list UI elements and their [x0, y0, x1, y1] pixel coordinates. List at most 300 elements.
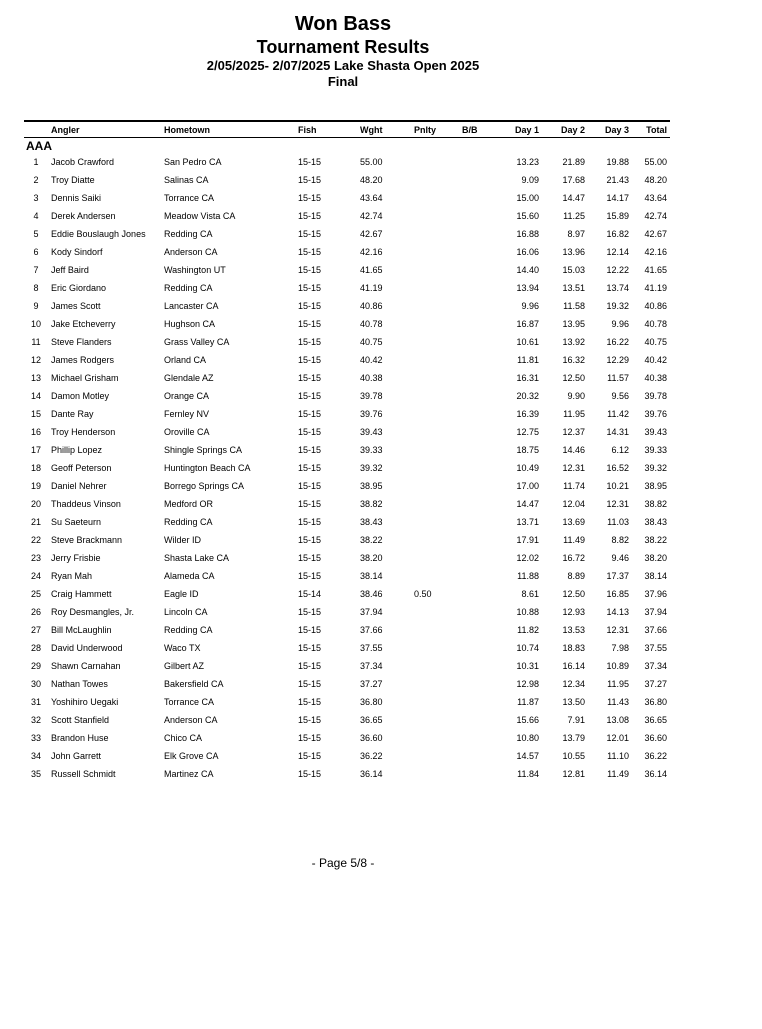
day1-cell: 12.98 [516, 679, 539, 689]
weight-cell: 37.27 [360, 679, 383, 689]
day2-cell: 13.53 [562, 625, 585, 635]
day3-cell: 11.43 [607, 697, 629, 707]
table-row [24, 568, 670, 586]
col-wght-header: Wght [357, 121, 411, 138]
day2-cell: 16.32 [562, 355, 585, 365]
day1-cell: 10.74 [516, 643, 539, 653]
total-cell: 38.95 [644, 481, 667, 491]
day3-cell: 9.96 [611, 319, 629, 329]
total-cell: 38.22 [644, 535, 667, 545]
place-cell: 13 [30, 373, 41, 383]
day1-cell: 16.39 [516, 409, 539, 419]
angler-cell: Eddie Bouslaugh Jones [51, 229, 146, 239]
fish-cell: 15-15 [298, 157, 322, 167]
day2-cell: 13.92 [562, 337, 585, 347]
day2-cell: 18.83 [562, 643, 585, 653]
place-cell: 5 [33, 229, 39, 239]
penalty-cell [411, 496, 459, 514]
day1-cell: 12.02 [516, 553, 539, 563]
day3-cell: 11.03 [607, 517, 629, 527]
table-row [24, 748, 670, 766]
event-name: 2/05/2025- 2/07/2025 Lake Shasta Open 2025 [206, 58, 480, 73]
total-cell: 55.00 [644, 157, 667, 167]
col-total-header: Total [632, 121, 670, 138]
day2-cell: 12.81 [562, 769, 585, 779]
table-header-row [24, 121, 670, 138]
day3-cell: 12.14 [606, 247, 629, 257]
weight-cell: 38.22 [360, 535, 383, 545]
place-cell: 19 [30, 481, 41, 491]
day2-cell: 14.47 [562, 193, 585, 203]
hometown-cell: Lancaster CA [164, 301, 219, 311]
place-cell: 34 [30, 751, 41, 761]
big-bass-cell [459, 478, 499, 496]
day1-cell: 15.60 [516, 211, 539, 221]
col-hometown-header: Hometown [161, 121, 295, 138]
total-cell: 48.20 [644, 175, 667, 185]
report-header [0, 12, 686, 90]
day3-cell: 12.29 [606, 355, 629, 365]
place-cell: 25 [30, 589, 41, 599]
penalty-cell [411, 532, 459, 550]
big-bass-cell [459, 568, 499, 586]
hometown-cell: Anderson CA [164, 247, 218, 257]
place-cell: 24 [30, 571, 41, 581]
day3-cell: 11.57 [607, 373, 629, 383]
weight-cell: 36.22 [360, 751, 383, 761]
report-title: Won Bass [294, 13, 392, 35]
day1-cell: 15.00 [516, 193, 539, 203]
day2-cell: 15.03 [562, 265, 585, 275]
day3-cell: 12.22 [606, 265, 629, 275]
big-bass-cell [459, 514, 499, 532]
day3-cell: 16.82 [606, 229, 629, 239]
day2-cell: 12.93 [562, 607, 585, 617]
fish-cell: 15-15 [298, 337, 322, 347]
day1-cell: 11.84 [517, 769, 539, 779]
hometown-cell: Orland CA [164, 355, 207, 365]
fish-cell: 15-15 [298, 769, 322, 779]
day3-cell: 21.43 [606, 175, 629, 185]
day2-cell: 16.14 [562, 661, 585, 671]
weight-cell: 38.95 [360, 481, 383, 491]
weight-cell: 39.33 [360, 445, 383, 455]
angler-cell: Bill McLaughlin [51, 625, 112, 635]
angler-cell: Ryan Mah [51, 571, 93, 581]
total-cell: 36.80 [644, 697, 667, 707]
division-row [24, 138, 670, 155]
weight-cell: 40.38 [360, 373, 383, 383]
day3-cell: 12.31 [606, 499, 629, 509]
total-cell: 37.94 [644, 607, 667, 617]
table-row [24, 712, 670, 730]
fish-cell: 15-15 [298, 535, 322, 545]
place-cell: 17 [30, 445, 41, 455]
hometown-cell: Glendale AZ [164, 373, 214, 383]
total-cell: 39.76 [644, 409, 667, 419]
hometown-cell: Alameda CA [164, 571, 215, 581]
total-cell: 38.14 [644, 571, 667, 581]
day2-cell: 13.79 [562, 733, 585, 743]
big-bass-cell [459, 604, 499, 622]
day1-cell: 13.71 [516, 517, 539, 527]
big-bass-cell [459, 208, 499, 226]
day3-cell: 13.08 [606, 715, 629, 725]
hometown-cell: Fernley NV [164, 409, 210, 419]
fish-cell: 15-15 [298, 175, 322, 185]
angler-cell: Troy Diatte [51, 175, 95, 185]
angler-cell: Derek Andersen [51, 211, 116, 221]
big-bass-cell [459, 154, 499, 172]
day3-cell: 14.13 [606, 607, 629, 617]
table-row [24, 514, 670, 532]
angler-cell: Troy Henderson [51, 427, 116, 437]
big-bass-cell [459, 586, 499, 604]
weight-cell: 40.86 [360, 301, 383, 311]
weight-cell: 36.80 [360, 697, 383, 707]
big-bass-cell [459, 280, 499, 298]
angler-cell: Thaddeus Vinson [51, 499, 121, 509]
day3-cell: 16.85 [606, 589, 629, 599]
hometown-cell: Anderson CA [164, 715, 218, 725]
table-row [24, 406, 670, 424]
place-cell: 1 [33, 157, 39, 167]
weight-cell: 41.19 [360, 283, 383, 293]
total-cell: 39.78 [644, 391, 667, 401]
penalty-cell [411, 172, 459, 190]
hometown-cell: Huntington Beach CA [164, 463, 251, 473]
day2-cell: 13.51 [562, 283, 585, 293]
fish-cell: 15-15 [298, 571, 322, 581]
day3-cell: 19.88 [606, 157, 629, 167]
day1-cell: 10.61 [516, 337, 539, 347]
day3-cell: 11.49 [607, 769, 629, 779]
big-bass-cell [459, 676, 499, 694]
fish-cell: 15-15 [298, 265, 322, 275]
weight-cell: 39.43 [360, 427, 383, 437]
table-row [24, 496, 670, 514]
day1-cell: 16.31 [516, 373, 539, 383]
place-cell: 28 [30, 643, 41, 653]
col-pnlty-header: Pnlty [411, 121, 459, 138]
total-cell: 36.14 [644, 769, 667, 779]
penalty-cell [411, 334, 459, 352]
day3-cell: 17.37 [606, 571, 629, 581]
day3-cell: 6.12 [611, 445, 629, 455]
total-cell: 39.32 [644, 463, 667, 473]
place-cell: 29 [30, 661, 41, 671]
weight-cell: 38.82 [360, 499, 383, 509]
weight-cell: 40.75 [360, 337, 383, 347]
angler-cell: Damon Motley [51, 391, 110, 401]
fish-cell: 15-15 [298, 211, 322, 221]
col-fish-header: Fish [295, 121, 357, 138]
day2-cell: 7.91 [567, 715, 585, 725]
day2-cell: 11.49 [563, 535, 585, 545]
big-bass-cell [459, 316, 499, 334]
penalty-cell [411, 316, 459, 334]
fish-cell: 15-15 [298, 355, 322, 365]
day1-cell: 17.91 [516, 535, 539, 545]
table-row [24, 730, 670, 748]
big-bass-cell [459, 442, 499, 460]
place-cell: 2 [33, 175, 39, 185]
weight-cell: 37.94 [360, 607, 383, 617]
big-bass-cell [459, 352, 499, 370]
hometown-cell: Bakersfield CA [164, 679, 224, 689]
day1-cell: 10.88 [516, 607, 539, 617]
big-bass-cell [459, 730, 499, 748]
day1-cell: 8.61 [521, 589, 539, 599]
hometown-cell: Redding CA [164, 229, 213, 239]
total-cell: 37.66 [644, 625, 667, 635]
day1-cell: 18.75 [516, 445, 539, 455]
day2-cell: 12.50 [562, 373, 585, 383]
place-cell: 4 [33, 211, 39, 221]
angler-cell: Roy Desmangles, Jr. [51, 607, 135, 617]
fish-cell: 15-15 [298, 301, 322, 311]
total-cell: 37.96 [644, 589, 667, 599]
day2-cell: 16.72 [562, 553, 585, 563]
report-subtitle: Tournament Results [256, 37, 430, 57]
table-row [24, 190, 670, 208]
penalty-cell [411, 298, 459, 316]
table-row [24, 208, 670, 226]
total-cell: 40.38 [644, 373, 667, 383]
day1-cell: 17.00 [516, 481, 539, 491]
hometown-cell: Redding CA [164, 517, 213, 527]
total-cell: 36.65 [644, 715, 667, 725]
place-cell: 12 [30, 355, 41, 365]
division-label: AAA [26, 139, 52, 153]
hometown-cell: San Pedro CA [164, 157, 222, 167]
big-bass-cell [459, 766, 499, 784]
place-cell: 22 [30, 535, 41, 545]
place-cell: 32 [30, 715, 41, 725]
big-bass-cell [459, 172, 499, 190]
big-bass-cell [459, 406, 499, 424]
fish-cell: 15-15 [298, 427, 322, 437]
penalty-cell [411, 460, 459, 478]
hometown-cell: Torrance CA [164, 697, 215, 707]
place-cell: 26 [30, 607, 41, 617]
table-row [24, 676, 670, 694]
angler-cell: Jeff Baird [51, 265, 89, 275]
day3-cell: 7.98 [611, 643, 629, 653]
table-row [24, 154, 670, 172]
hometown-cell: Orange CA [164, 391, 210, 401]
col-angler-header: Angler [48, 121, 161, 138]
place-cell: 31 [30, 697, 41, 707]
big-bass-cell [459, 694, 499, 712]
table-row [24, 658, 670, 676]
day3-cell: 13.74 [606, 283, 629, 293]
hometown-cell: Elk Grove CA [164, 751, 219, 761]
big-bass-cell [459, 748, 499, 766]
angler-cell: Brandon Huse [51, 733, 109, 743]
big-bass-cell [459, 370, 499, 388]
day1-cell: 11.87 [517, 697, 539, 707]
place-cell: 14 [30, 391, 41, 401]
weight-cell: 38.46 [360, 589, 383, 599]
fish-cell: 15-15 [298, 499, 322, 509]
penalty-cell [411, 280, 459, 298]
day3-cell: 11.95 [607, 679, 629, 689]
hometown-cell: Hughson CA [164, 319, 216, 329]
penalty-cell [411, 244, 459, 262]
total-cell: 40.78 [644, 319, 667, 329]
fish-cell: 15-15 [298, 697, 322, 707]
penalty-cell [411, 262, 459, 280]
day1-cell: 10.31 [516, 661, 539, 671]
day3-cell: 11.10 [607, 751, 629, 761]
day2-cell: 11.58 [563, 301, 585, 311]
fish-cell: 15-15 [298, 391, 322, 401]
hometown-cell: Gilbert AZ [164, 661, 205, 671]
fish-cell: 15-15 [298, 409, 322, 419]
table-row [24, 388, 670, 406]
angler-cell: Shawn Carnahan [51, 661, 121, 671]
total-cell: 39.33 [644, 445, 667, 455]
big-bass-cell [459, 622, 499, 640]
day3-cell: 15.89 [606, 211, 629, 221]
big-bass-cell [459, 424, 499, 442]
results-table [24, 120, 670, 784]
weight-cell: 38.20 [360, 553, 383, 563]
hometown-cell: Oroville CA [164, 427, 210, 437]
day3-cell: 14.31 [606, 427, 629, 437]
weight-cell: 37.34 [360, 661, 383, 671]
angler-cell: Steve Flanders [51, 337, 112, 347]
penalty-cell [411, 478, 459, 496]
place-cell: 11 [31, 337, 41, 347]
penalty-cell [411, 208, 459, 226]
angler-cell: David Underwood [51, 643, 123, 653]
big-bass-cell [459, 550, 499, 568]
table-row [24, 370, 670, 388]
place-cell: 3 [33, 193, 39, 203]
day3-cell: 8.82 [611, 535, 629, 545]
day1-cell: 11.81 [517, 355, 539, 365]
place-cell: 33 [30, 733, 41, 743]
day3-cell: 14.17 [606, 193, 629, 203]
day1-cell: 12.75 [516, 427, 539, 437]
place-cell: 30 [30, 679, 41, 689]
hometown-cell: Torrance CA [164, 193, 215, 203]
place-cell: 16 [30, 427, 41, 437]
weight-cell: 41.65 [360, 265, 383, 275]
angler-cell: John Garrett [51, 751, 102, 761]
angler-cell: Steve Brackmann [51, 535, 123, 545]
table-row [24, 244, 670, 262]
day1-cell: 11.88 [517, 571, 539, 581]
angler-cell: James Rodgers [51, 355, 115, 365]
fish-cell: 15-15 [298, 445, 322, 455]
weight-cell: 39.32 [360, 463, 383, 473]
hometown-cell: Lincoln CA [164, 607, 208, 617]
total-cell: 37.34 [644, 661, 667, 671]
penalty-cell: 0.50 [414, 589, 432, 599]
fish-cell: 15-15 [298, 319, 322, 329]
day3-cell: 12.31 [606, 625, 629, 635]
day1-cell: 14.40 [516, 265, 539, 275]
total-cell: 40.75 [644, 337, 667, 347]
day1-cell: 13.94 [516, 283, 539, 293]
fish-cell: 15-15 [298, 661, 322, 671]
fish-cell: 15-15 [298, 463, 322, 473]
place-cell: 15 [30, 409, 41, 419]
weight-cell: 36.14 [360, 769, 383, 779]
total-cell: 42.67 [644, 229, 667, 239]
weight-cell: 42.74 [360, 211, 383, 221]
weight-cell: 37.66 [360, 625, 383, 635]
day1-cell: 9.96 [521, 301, 539, 311]
day2-cell: 11.25 [563, 211, 585, 221]
weight-cell: 36.65 [360, 715, 383, 725]
table-row [24, 442, 670, 460]
table-row [24, 694, 670, 712]
day3-cell: 11.42 [607, 409, 629, 419]
day2-cell: 9.90 [567, 391, 585, 401]
hometown-cell: Shingle Springs CA [164, 445, 243, 455]
table-row [24, 262, 670, 280]
angler-cell: Jerry Frisbie [51, 553, 101, 563]
day2-cell: 12.37 [562, 427, 585, 437]
weight-cell: 38.14 [360, 571, 383, 581]
weight-cell: 39.76 [360, 409, 383, 419]
fish-cell: 15-15 [298, 643, 322, 653]
hometown-cell: Washington UT [164, 265, 226, 275]
total-cell: 42.16 [644, 247, 667, 257]
big-bass-cell [459, 532, 499, 550]
total-cell: 36.60 [644, 733, 667, 743]
table-row [24, 766, 670, 784]
day2-cell: 8.97 [567, 229, 585, 239]
penalty-cell [411, 766, 459, 784]
big-bass-cell [459, 712, 499, 730]
table-row [24, 532, 670, 550]
weight-cell: 38.43 [360, 517, 383, 527]
day3-cell: 16.52 [606, 463, 629, 473]
weight-cell: 39.78 [360, 391, 383, 401]
day2-cell: 21.89 [562, 157, 585, 167]
hometown-cell: Borrego Springs CA [164, 481, 245, 491]
table-row [24, 280, 670, 298]
penalty-cell [411, 712, 459, 730]
penalty-cell [411, 550, 459, 568]
penalty-cell [411, 424, 459, 442]
penalty-cell [411, 604, 459, 622]
day3-cell: 16.22 [606, 337, 629, 347]
col-bb-header: B/B [459, 121, 499, 138]
place-cell: 7 [33, 265, 39, 275]
table-row [24, 298, 670, 316]
place-cell: 18 [30, 463, 41, 473]
total-cell: 41.65 [644, 265, 667, 275]
col-day2-header: Day 2 [542, 121, 588, 138]
table-row [24, 622, 670, 640]
day2-cell: 10.55 [562, 751, 585, 761]
penalty-cell [411, 352, 459, 370]
table-row [24, 352, 670, 370]
angler-cell: Jacob Crawford [51, 157, 115, 167]
fish-cell: 15-15 [298, 517, 322, 527]
angler-cell: Phillip Lopez [51, 445, 103, 455]
total-cell: 40.86 [644, 301, 667, 311]
day3-cell: 12.01 [606, 733, 629, 743]
table-row [24, 226, 670, 244]
penalty-cell [411, 748, 459, 766]
